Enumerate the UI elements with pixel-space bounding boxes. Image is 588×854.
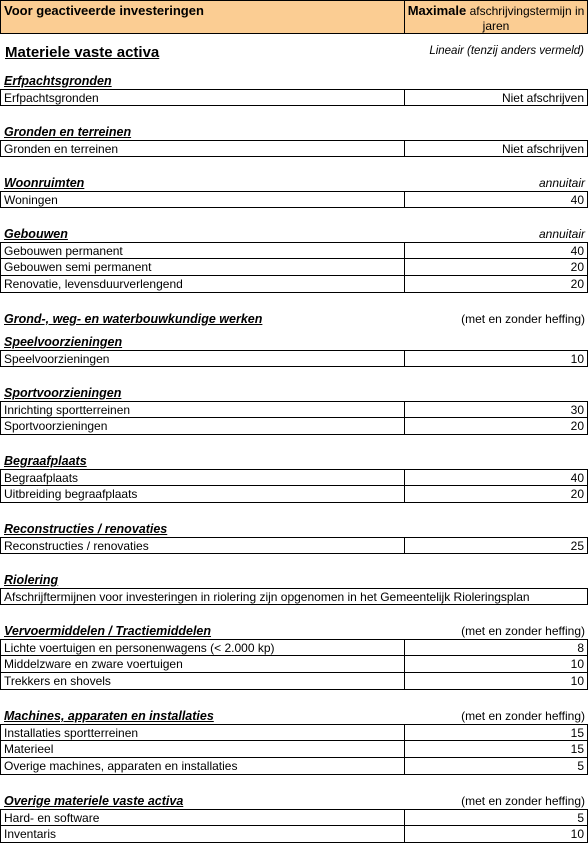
section-heading [0, 225, 588, 242]
row-label: Gebouwen permanent [4, 244, 123, 258]
row-label: Inrichting sportterreinen [4, 403, 131, 417]
row-value: Niet afschrijven [501, 91, 584, 105]
section-heading-label: Machines, apparaten en installaties [4, 709, 214, 723]
section-heading [0, 310, 588, 327]
section-note: annuitair [538, 227, 585, 241]
table-row [0, 741, 588, 758]
row-label: Middelzware en zware voertuigen [4, 657, 183, 671]
row-value: 10 [570, 674, 584, 688]
row-value: 15 [570, 742, 584, 756]
row-value: 25 [570, 539, 584, 553]
spacer [0, 106, 588, 117]
table-row [0, 809, 588, 826]
row-value: 40 [570, 193, 584, 207]
row-value: 8 [577, 641, 584, 655]
row-label: Speelvoorzieningen [4, 352, 110, 366]
row-label: Uitbreiding begraafplaats [4, 487, 138, 501]
page-title: Materiele vaste activa [5, 44, 160, 61]
section-heading-label: Riolering [4, 573, 59, 587]
column-divider [404, 538, 405, 553]
row-value: 20 [570, 419, 584, 433]
table-row [0, 826, 588, 843]
column-divider [404, 192, 405, 207]
section-title [0, 34, 588, 66]
section-heading-label: Gronden en terreinen [4, 125, 132, 139]
column-divider [404, 486, 405, 502]
section-heading [0, 622, 588, 639]
column-divider [404, 351, 405, 366]
table-row [0, 486, 588, 503]
table-row [0, 89, 588, 106]
section-heading [0, 520, 588, 537]
section-heading-label: Speelvoorzieningen [4, 335, 123, 349]
spacer [0, 435, 588, 446]
section-heading [0, 384, 588, 401]
spacer [0, 367, 588, 378]
section-heading [0, 123, 588, 140]
row-value: 10 [570, 657, 584, 671]
spacer [0, 775, 588, 786]
table-row [0, 140, 588, 157]
row-value: 20 [570, 487, 584, 501]
row-label: Gebouwen semi permanent [4, 260, 152, 274]
row-label: Trekkers en shovels [4, 674, 111, 688]
table-row [0, 639, 588, 656]
row-value: 40 [570, 244, 584, 258]
section-heading-label: Reconstructies / renovaties [4, 522, 168, 536]
table-row [0, 259, 588, 276]
row-label: Gronden en terreinen [4, 142, 119, 156]
section-note: annuitair [538, 176, 585, 190]
column-divider [404, 141, 405, 156]
column-divider [404, 826, 405, 842]
row-label: Begraafplaats [4, 471, 79, 485]
column-divider [404, 243, 405, 258]
row-value: 15 [570, 726, 584, 740]
section-heading-label: Woonruimten [4, 176, 85, 190]
row-value: 40 [570, 471, 584, 485]
column-divider [404, 725, 405, 740]
table-row [0, 418, 588, 435]
row-value: 5 [577, 759, 584, 773]
section-heading [0, 571, 588, 588]
row-label: Inventaris [4, 827, 57, 841]
table-row [0, 350, 588, 367]
row-label: Renovatie, levensduurverlengend [4, 277, 183, 291]
table-row [0, 242, 588, 259]
section-heading-label: Begraafplaats [4, 454, 87, 468]
spacer [0, 293, 588, 304]
row-label: Erfpachtsgronden [4, 91, 99, 105]
table-header [0, 0, 588, 34]
column-divider [404, 673, 405, 689]
section-note: (met en zonder heffing) [461, 794, 585, 808]
table-row [0, 401, 588, 418]
table-row [0, 656, 588, 673]
column-divider [404, 758, 405, 774]
row-value: 5 [577, 811, 584, 825]
section-heading [0, 72, 588, 89]
column-divider [404, 259, 405, 275]
spacer [0, 690, 588, 701]
table-row [0, 469, 588, 486]
row-value: Niet afschrijven [501, 142, 584, 156]
row-label: Overige machines, apparaten en installaties [4, 759, 238, 773]
section-heading-label: Gebouwen [4, 227, 68, 241]
row-label: Hard- en software [4, 811, 100, 825]
row-label: Sportvoorzieningen [4, 419, 108, 433]
title-note: Lineair (tenzij anders vermeld) [429, 45, 584, 57]
row-value: 10 [570, 827, 584, 841]
header-left: Voor geactiveerde investeringen [4, 3, 204, 18]
spacer [0, 503, 588, 514]
section-note: (met en zonder heffing) [461, 312, 585, 326]
table-row [0, 724, 588, 741]
column-divider [404, 656, 405, 672]
row-label: Woningen [4, 193, 58, 207]
row-value: 10 [570, 352, 584, 366]
column-divider [404, 90, 405, 105]
column-divider [404, 810, 405, 825]
section-heading [0, 333, 588, 350]
row-value: 20 [570, 277, 584, 291]
row-label: Reconstructies / renovaties [4, 539, 149, 553]
column-divider [404, 470, 405, 485]
section-heading [0, 452, 588, 469]
row-value: 30 [570, 403, 584, 417]
section-heading-label: Vervoermiddelen / Tractiemiddelen [4, 624, 212, 638]
table-row [0, 537, 588, 554]
section-heading-label: Erfpachtsgronden [4, 74, 112, 88]
row-value: 20 [570, 260, 584, 274]
sections [0, 72, 588, 854]
row-label: Materieel [4, 742, 54, 756]
spacer [0, 157, 588, 168]
table-row [0, 588, 588, 605]
column-divider [404, 418, 405, 434]
section-note: (met en zonder heffing) [461, 624, 585, 638]
header-right-rest: afschrijvingstermijn in jaren [469, 4, 585, 33]
spacer [0, 554, 588, 565]
table-row [0, 673, 588, 690]
row-label: Afschrijftermijnen voor investeringen in riolering zijn opgenomen in het Gemeentelijk Rioleringsplan [4, 590, 530, 604]
section-heading [0, 174, 588, 191]
section-note: (met en zonder heffing) [461, 709, 585, 723]
column-divider [404, 741, 405, 757]
section-heading-label: Grond-, weg- en waterbouwkundige werken [4, 312, 263, 326]
table-row [0, 191, 588, 208]
column-divider [404, 276, 405, 292]
section-heading [0, 707, 588, 724]
header-right [405, 3, 587, 34]
section-heading-label: Overige materiele vaste activa [4, 794, 184, 808]
row-label: Installaties sportterreinen [4, 726, 139, 740]
spacer [0, 208, 588, 219]
table-row [0, 276, 588, 293]
header-right-bold: Maximale [407, 3, 467, 18]
section-heading [0, 792, 588, 809]
column-divider [404, 640, 405, 655]
spacer [0, 605, 588, 616]
table-row [0, 758, 588, 775]
row-label: Lichte voertuigen en personenwagens (< 2.000 kp) [4, 641, 275, 655]
section-heading-label: Sportvoorzieningen [4, 386, 122, 400]
column-divider [404, 402, 405, 417]
